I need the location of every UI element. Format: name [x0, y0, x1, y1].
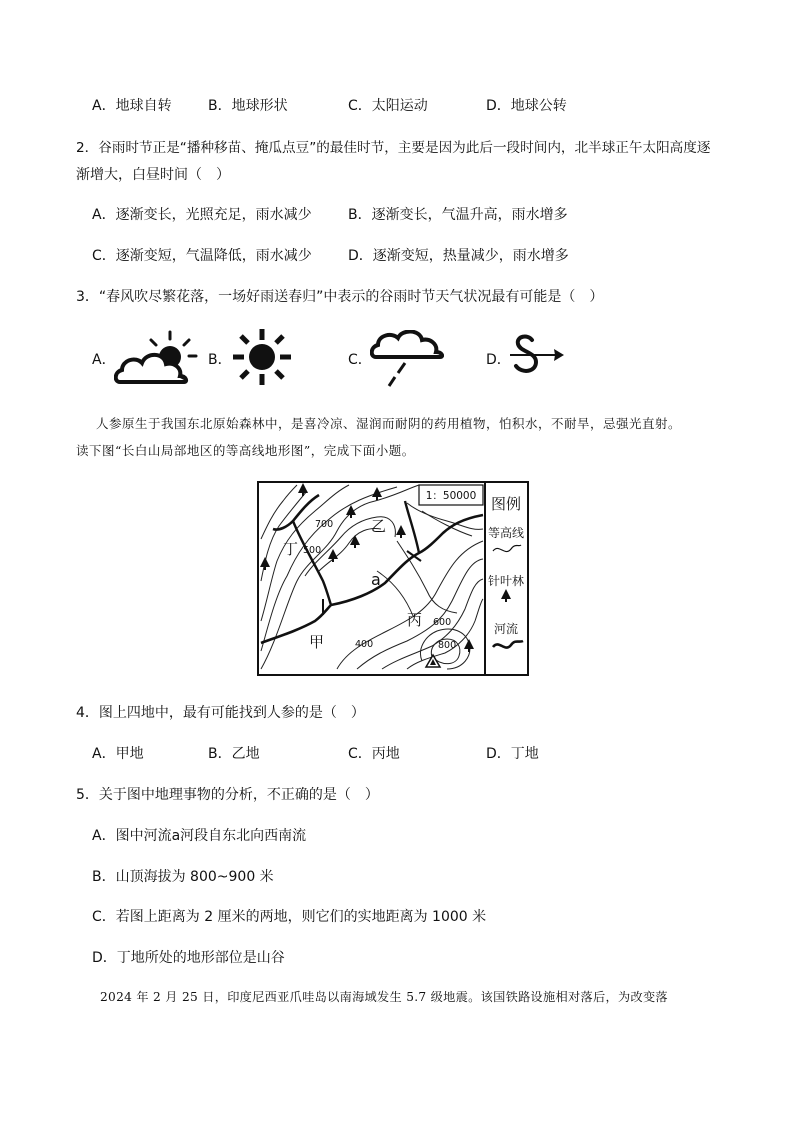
place-label-ding: 丁	[283, 540, 299, 558]
partly-cloudy-icon	[114, 330, 198, 386]
q5-option-d[interactable]: D．丁地所处的地形部位是山谷	[92, 950, 285, 966]
legend-forest-label: 针叶林	[487, 574, 525, 588]
q1-option-b[interactable]: B．地球形状	[208, 98, 288, 114]
contour-map	[257, 481, 529, 676]
river-label-a: a	[371, 570, 381, 589]
legend-river-label: 河流	[493, 622, 519, 636]
q2-stem-line2: 渐增大，白昼时间（ ）	[76, 167, 230, 183]
contour-label-600: 600	[433, 617, 452, 628]
q5-option-a[interactable]: A．图中河流a河段自东北向西南流	[92, 828, 307, 844]
rain-cloud-icon	[370, 330, 444, 390]
q5-option-b[interactable]: B．山顶海拔为 800~900 米	[92, 869, 274, 885]
q4-option-b[interactable]: B．乙地	[208, 746, 260, 762]
q3-option-c[interactable]: C．	[348, 352, 372, 368]
q2-option-d[interactable]: D．逐渐变短，热量减少，雨水增多	[348, 248, 569, 264]
q4-option-a[interactable]: A．甲地	[92, 746, 144, 762]
q2-option-a[interactable]: A．逐渐变长，光照充足，雨水减少	[92, 207, 312, 223]
q2-stem-line1: 2．谷雨时节正是“播种移苗、掩瓜点豆”的最佳时节，主要是因为此后一段时间内，北半球正午太阳高度逐	[76, 140, 711, 156]
sunny-icon	[232, 328, 292, 386]
place-label-jia: 甲	[309, 633, 325, 651]
q1-option-a[interactable]: A．地球自转	[92, 98, 172, 114]
contour-label-500: 500	[303, 545, 322, 556]
q1-option-d[interactable]: D．地球公转	[486, 98, 567, 114]
q5-stem: 5．关于图中地理事物的分析，不正确的是（ ）	[76, 787, 379, 803]
q3-option-a[interactable]: A．	[92, 352, 116, 368]
q5-option-c[interactable]: C．若图上距离为 2 厘米的两地，则它们的实地距离为 1000 米	[92, 909, 487, 925]
q4-option-d[interactable]: D．丁地	[486, 746, 539, 762]
q2-option-c[interactable]: C．逐渐变短，气温降低，雨水减少	[92, 248, 312, 264]
place-label-yi: 乙	[371, 517, 387, 535]
scale-label: 1：50000	[425, 490, 477, 502]
q3-option-d[interactable]: D．	[486, 352, 511, 368]
contour-label-800: 800	[438, 640, 457, 651]
place-label-bing: 丙	[407, 611, 423, 629]
passage-line2: 读下图“长白山局部地区的等高线地形图”，完成下面小题。	[76, 443, 415, 458]
wind-icon	[508, 332, 566, 378]
legend-title: 图例	[490, 495, 522, 513]
contour-label-700: 700	[315, 519, 334, 530]
q1-option-c[interactable]: C．太阳运动	[348, 98, 428, 114]
q2-option-b[interactable]: B．逐渐变长，气温升高，雨水增多	[348, 207, 568, 223]
q3-stem: 3．“春风吹尽繁花落，一场好雨送春归”中表示的谷雨时节天气状况最有可能是（ ）	[76, 289, 604, 305]
legend-contour-label: 等高线	[487, 526, 525, 540]
passage2-line1: 2024 年 2 月 25 日，印度尼西亚爪哇岛以南海域发生 5.7 级地震。该国铁路设施相对落后，为改变落	[100, 990, 668, 1004]
q3-option-b[interactable]: B．	[208, 352, 232, 368]
q4-stem: 4．图上四地中，最有可能找到人参的是（ ）	[76, 705, 365, 721]
contour-label-400: 400	[355, 639, 374, 650]
passage-line1: 人参原生于我国东北原始森林中，是喜冷凉、湿润而耐阴的药用植物，怕积水，不耐旱，忌强光直射。	[96, 416, 682, 431]
q4-option-c[interactable]: C．丙地	[348, 746, 400, 762]
